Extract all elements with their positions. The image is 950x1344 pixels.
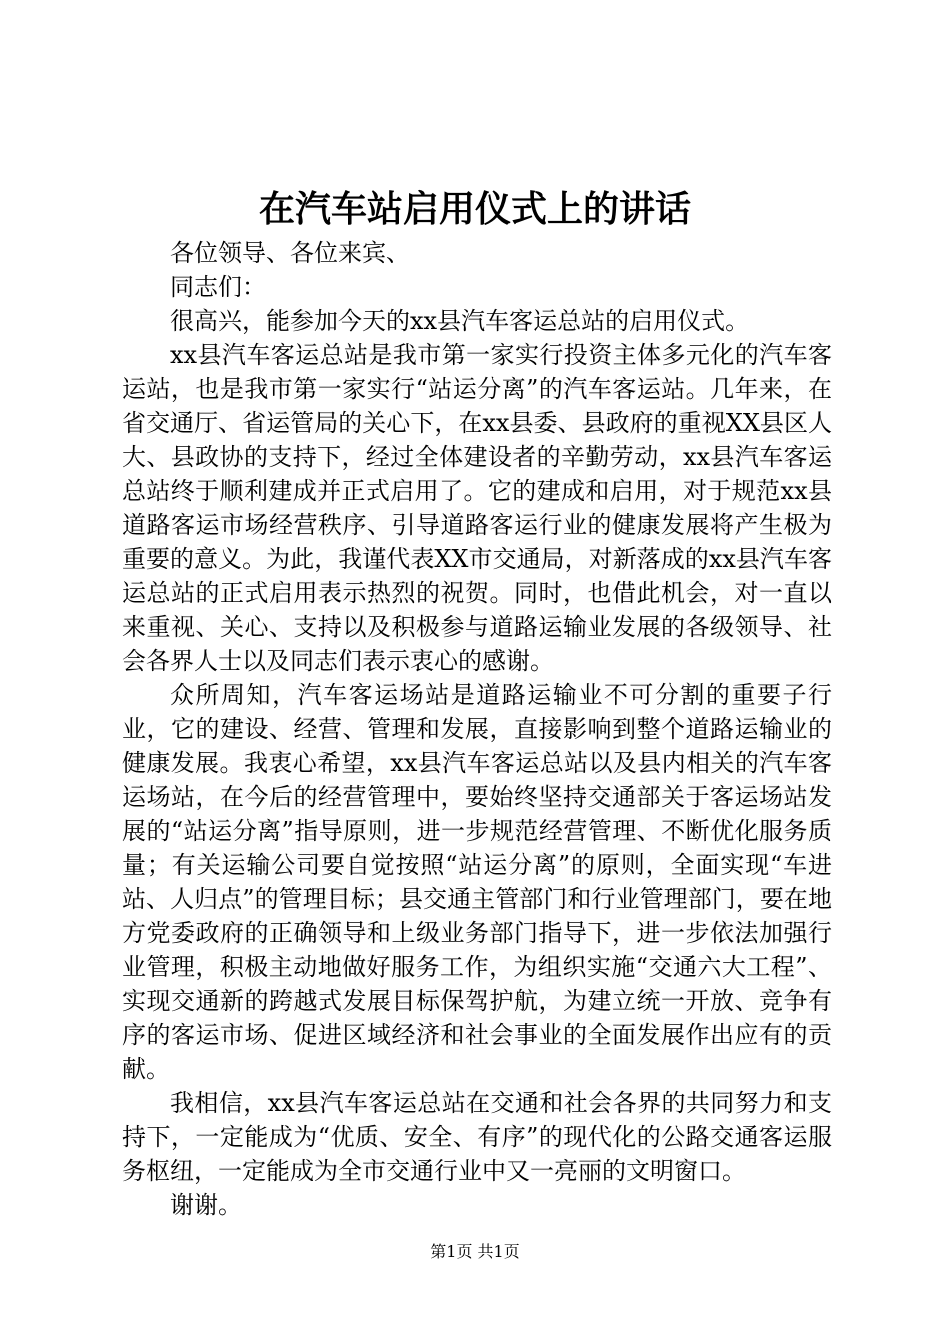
body-paragraph-expectations: 众所周知，汽车客运场站是道路运输业不可分割的重要子行业，它的建设、经营、管理和发展，直接影响到整个道路运输业的健康发展。我衷心希望，xx县汽车客运总站以及县内相关的汽车客运场站，在今后的经营管理中，要始终坚持交通部关于客运场站发展的“站运分离”指导原则，进一步规范经营管理、不断优化服务质量；有关运输公司要自觉按照“站运分离”的原则，全面实现“车进站、人归点”的管理目标；县交通主管部门和行业管理部门，要在地方党委政府的正确领导和上级业务部门指导下，进一步依法加强行业管理，积极主动地做好服务工作，为组织实施“交通六大工程”、实现交通新的跨越式发展目标保驾护航，为建立统一开放、竞争有序的客运市场、促进区域经济和社会事业的全面发展作出应有的贡献。 [122, 681, 832, 1083]
salutation-line-2: 同志们： [170, 273, 266, 301]
body-paragraph-station-intro: xx县汽车客运总站是我市第一家实行投资主体多元化的汽车客运站，也是我市第一家实行“站运分离”的汽车客运站。几年来，在省交通厅、省运管局的关心下，在xx县委、县政府的重视XX县区人大、县政协的支持下，经过全体建设者的辛勤劳动，xx县汽车客运总站终于顺利建成并正式启用了。它的建成和启用，对于规范xx县道路客运市场经营秩序、引导道路客运行业的健康发展将产生极为重要的意义。为此，我谨代表XX市交通局，对新落成的xx县汽车客运总站的正式启用表示热烈的祝贺。同时，也借此机会，对一直以来重视、关心、支持以及积极参与道路运输业发展的各级领导、社会各界人士以及同志们表示衷心的感谢。 [122, 341, 832, 675]
document-title: 在汽车站启用仪式上的讲话 [258, 188, 691, 230]
closing-thanks: 谢谢。 [170, 1191, 242, 1219]
salutation-line-1: 各位领导、各位来宾、 [170, 239, 410, 267]
page-number-footer: 第1页 共1页 [430, 1242, 520, 1261]
opening-paragraph: 很高兴，能参加今天的xx县汽车客运总站的启用仪式。 [170, 307, 750, 335]
body-paragraph-confidence: 我相信，xx县汽车客运总站在交通和社会各界的共同努力和支持下，一定能成为“优质、安全、有序”的现代化的公路交通客运服务枢纽，一定能成为全市交通行业中又一亮丽的文明窗口。 [122, 1089, 832, 1185]
document-body [122, 236, 832, 1222]
